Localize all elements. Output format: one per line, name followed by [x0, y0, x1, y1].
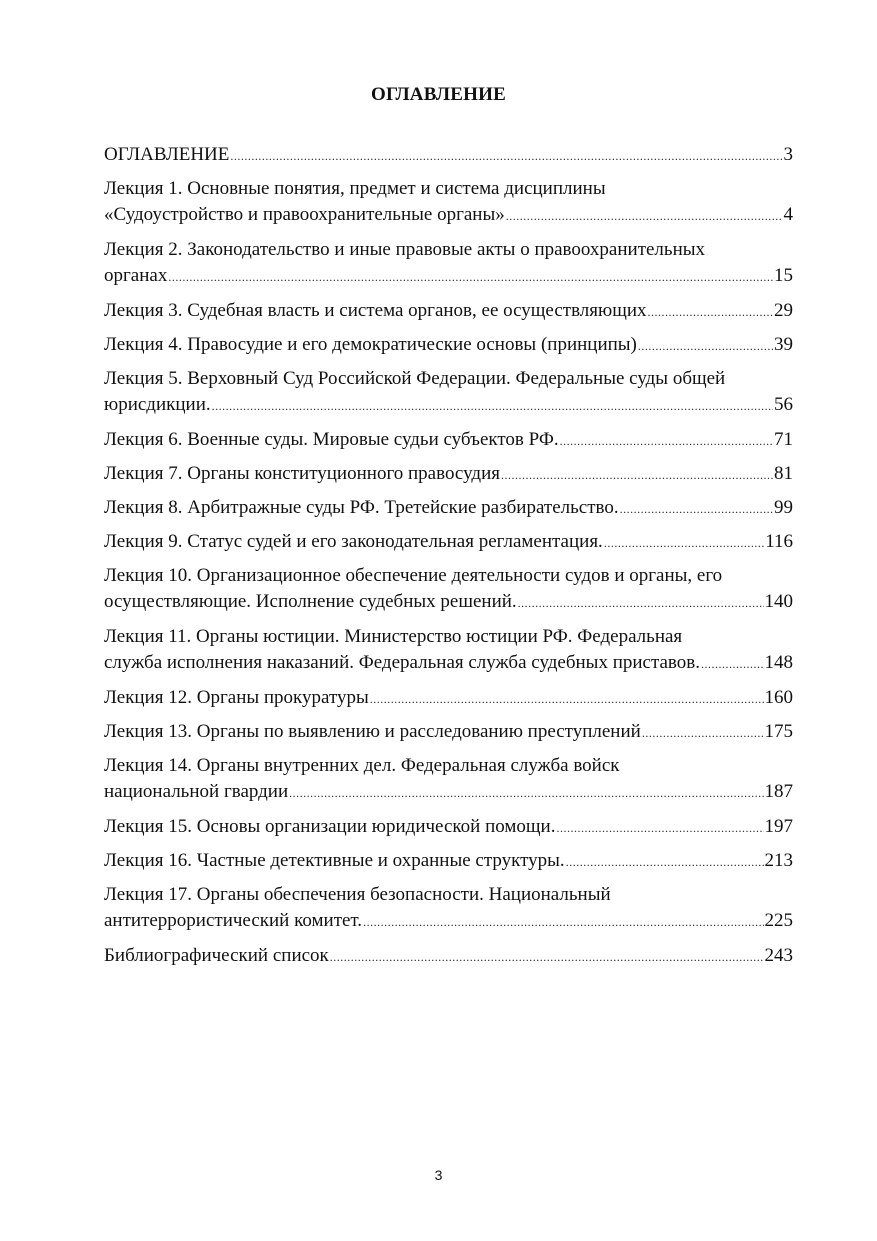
- toc-entry-title: антитеррористический комитет.: [104, 910, 363, 931]
- dot-leader: [212, 393, 773, 419]
- toc-entry-title-line: Лекция 5. Верховный Суд Российской Федерации. Федеральные суды общей: [104, 368, 726, 389]
- toc-entry[interactable]: [104, 427, 793, 454]
- toc-entry-page: 213: [764, 850, 793, 871]
- dot-leader: [556, 815, 763, 841]
- dot-leader: [566, 849, 764, 875]
- toc-entry[interactable]: [104, 495, 793, 522]
- dot-leader: [168, 264, 773, 290]
- toc-entry-title-line: Лекция 2. Законодательство и иные правовые акты о правоохранительных: [104, 239, 706, 260]
- toc-entry-title: Лекция 9. Статус судей и его законодательная регламентация.: [104, 531, 603, 552]
- dot-leader: [506, 203, 783, 229]
- toc-entry[interactable]: [104, 563, 793, 616]
- toc-entry[interactable]: [104, 461, 793, 488]
- toc-entry[interactable]: [104, 943, 793, 970]
- dot-leader: [501, 462, 773, 488]
- dot-leader: [289, 780, 763, 806]
- toc-entry-page: 4: [783, 204, 793, 225]
- toc-entry-page: 243: [764, 945, 793, 966]
- toc-entry[interactable]: [104, 298, 793, 325]
- dot-leader: [620, 496, 773, 522]
- toc-entry-title-line: Лекция 1. Основные понятия, предмет и система дисциплины: [104, 178, 606, 199]
- toc-entry-row: [104, 427, 793, 454]
- toc-entry-page: 39: [774, 334, 793, 355]
- toc-entry-title-line: Лекция 10. Организационное обеспечение деятельности судов и органы, его: [104, 565, 723, 586]
- dot-leader: [648, 299, 773, 325]
- toc-entry-title: Лекция 3. Судебная власть и система органов, ее осуществляющих: [104, 300, 647, 321]
- toc-entry-title: Лекция 16. Частные детективные и охранные структуры.: [104, 850, 565, 871]
- toc-entry-row: [104, 685, 793, 712]
- toc-entry-title-line: Лекция 14. Органы внутренних дел. Федеральная служба войск: [104, 755, 620, 776]
- toc-entry-title: Лекция 7. Органы конституционного правосудия: [104, 463, 500, 484]
- page-number: 3: [434, 1167, 443, 1183]
- toc-entry-row: [104, 719, 793, 746]
- toc-entry[interactable]: [104, 624, 793, 677]
- toc-entry-row: [104, 142, 793, 169]
- toc-entry-page: 175: [764, 721, 793, 742]
- dot-leader: [330, 944, 764, 970]
- dot-leader: [642, 720, 764, 746]
- toc-entry[interactable]: [104, 176, 793, 229]
- toc-entry-row: [104, 298, 793, 325]
- toc-entry-row: [104, 529, 793, 556]
- toc-entry-page: 197: [764, 816, 793, 837]
- toc-entry-title: ОГЛАВЛЕНИЕ: [104, 144, 230, 165]
- toc-entry-page: 29: [774, 300, 793, 321]
- toc-entry-title: Лекция 6. Военные суды. Мировые судьи субъектов РФ.: [104, 429, 559, 450]
- dot-leader: [638, 333, 773, 359]
- page-title: ОГЛАВЛЕНИЕ: [371, 84, 506, 105]
- toc-entry-page: 148: [764, 652, 793, 673]
- toc-entry-row: [104, 814, 793, 841]
- toc-entry-title: Лекция 8. Арбитражные суды РФ. Третейские разбирательство.: [104, 497, 619, 518]
- toc-entry-row: [104, 263, 793, 290]
- toc-entry-row: [104, 202, 793, 229]
- toc-entry[interactable]: [104, 753, 793, 806]
- toc-entry-page: 116: [765, 531, 793, 552]
- dot-leader: [701, 651, 764, 677]
- toc-entry-title: осуществляющие. Исполнение судебных решений.: [104, 591, 517, 612]
- toc-entry[interactable]: [104, 366, 793, 419]
- dot-leader: [363, 909, 763, 935]
- toc-entry[interactable]: [104, 529, 793, 556]
- toc-entry-page: 56: [774, 394, 793, 415]
- toc-entry-row: [104, 779, 793, 806]
- dot-leader: [230, 143, 782, 169]
- toc-entry-title: Лекция 4. Правосудие и его демократические основы (принципы): [104, 334, 637, 355]
- toc-entry-title-line: Лекция 17. Органы обеспечения безопасности. Национальный: [104, 884, 611, 905]
- toc-entry-title: национальной гвардии: [104, 781, 289, 802]
- dot-leader: [560, 428, 773, 454]
- toc-entry-title: Лекция 13. Органы по выявлению и расследованию преступлений: [104, 721, 641, 742]
- toc-entry[interactable]: [104, 848, 793, 875]
- toc-entry[interactable]: [104, 882, 793, 935]
- toc-entry-title: служба исполнения наказаний. Федеральная служба судебных приставов.: [104, 652, 700, 673]
- toc-entry-title: Лекция 12. Органы прокуратуры: [104, 687, 369, 708]
- toc-entry[interactable]: [104, 685, 793, 712]
- toc-entry-page: 225: [764, 910, 793, 931]
- toc-entry[interactable]: [104, 719, 793, 746]
- toc-entry-page: 71: [774, 429, 793, 450]
- toc-entry[interactable]: [104, 814, 793, 841]
- toc-entry-title: юрисдикции.: [104, 394, 211, 415]
- toc-entry-title-line: Лекция 11. Органы юстиции. Министерство юстиции РФ. Федеральная: [104, 626, 683, 647]
- toc-entry-page: 140: [764, 591, 793, 612]
- toc-entry[interactable]: [104, 332, 793, 359]
- dot-leader: [604, 530, 764, 556]
- table-of-contents: [104, 142, 793, 977]
- toc-entry-page: 15: [774, 265, 793, 286]
- toc-entry-page: 160: [764, 687, 793, 708]
- toc-entry[interactable]: [104, 237, 793, 290]
- dot-leader: [518, 590, 764, 616]
- toc-entry-row: [104, 650, 793, 677]
- toc-entry-row: [104, 908, 793, 935]
- toc-entry-row: [104, 332, 793, 359]
- toc-entry-row: [104, 392, 793, 419]
- toc-entry-row: [104, 589, 793, 616]
- toc-entry-title: Лекция 15. Основы организации юридической помощи.: [104, 816, 556, 837]
- toc-entry-row: [104, 848, 793, 875]
- toc-entry-row: [104, 495, 793, 522]
- toc-entry-title: «Судоустройство и правоохранительные органы»: [104, 204, 505, 225]
- toc-entry-page: 81: [774, 463, 793, 484]
- toc-entry-page: 3: [783, 144, 793, 165]
- toc-entry-row: [104, 461, 793, 488]
- toc-entry-row: [104, 943, 793, 970]
- toc-entry-title: органах: [104, 265, 168, 286]
- toc-entry[interactable]: [104, 142, 793, 169]
- toc-entry-title: Библиографический список: [104, 945, 329, 966]
- toc-entry-page: 99: [774, 497, 793, 518]
- dot-leader: [370, 686, 764, 712]
- toc-entry-page: 187: [764, 781, 793, 802]
